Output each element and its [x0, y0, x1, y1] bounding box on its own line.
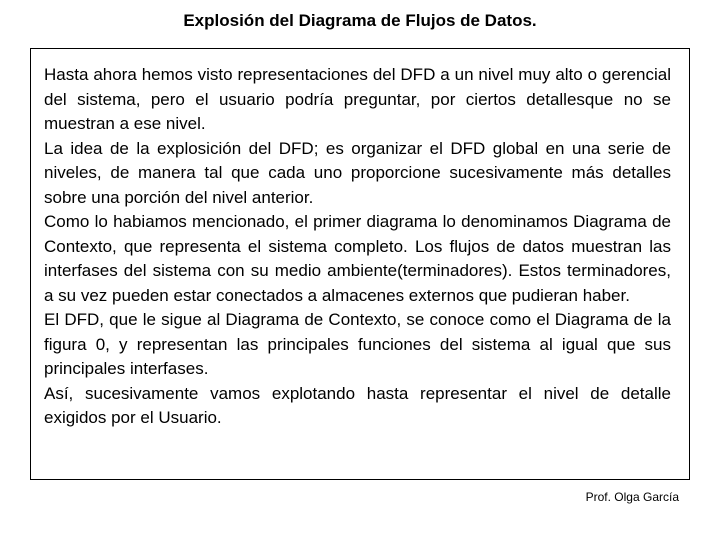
content-box: [30, 48, 690, 480]
paragraph-context-diagram: Como lo habiamos mencionado, el primer diagrama lo denominamos Diagrama de Contexto, que representa el sistema completo. Los flujos de datos muestran las interfases del sistema con su medio ambiente(terminadores). Estos terminadores, a su vez pueden estar conectados a almacenes externos que pudieran haber.: [44, 212, 671, 305]
paragraph-conclusion: Así, sucesivamente vamos explotando hasta representar el nivel de detalle exigidos por el Usuario.: [44, 383, 671, 427]
paragraph-explosion-idea: La idea de la explosición del DFD; es organizar el DFD global en una serie de niveles, de manera tal que cada uno proporcione sucesivamente más detalles sobre una porción del nivel anterior.: [44, 138, 671, 207]
paragraph-figure-zero: El DFD, que le sigue al Diagrama de Contexto, se conoce como el Diagrama de la figura 0, y representan las principales funciones del sistema al igual que sus principales interfases.: [44, 310, 671, 378]
author-credit: Prof. Olga García: [585, 490, 679, 504]
slide-title: Explosión del Diagrama de Flujos de Datos.: [183, 11, 537, 30]
paragraph-intro: Hasta ahora hemos visto representaciones del DFD a un nivel muy alto o gerencial del sistema, pero el usuario podría preguntar, por ciertos detallesque no se muestran a ese nivel.: [44, 65, 671, 133]
